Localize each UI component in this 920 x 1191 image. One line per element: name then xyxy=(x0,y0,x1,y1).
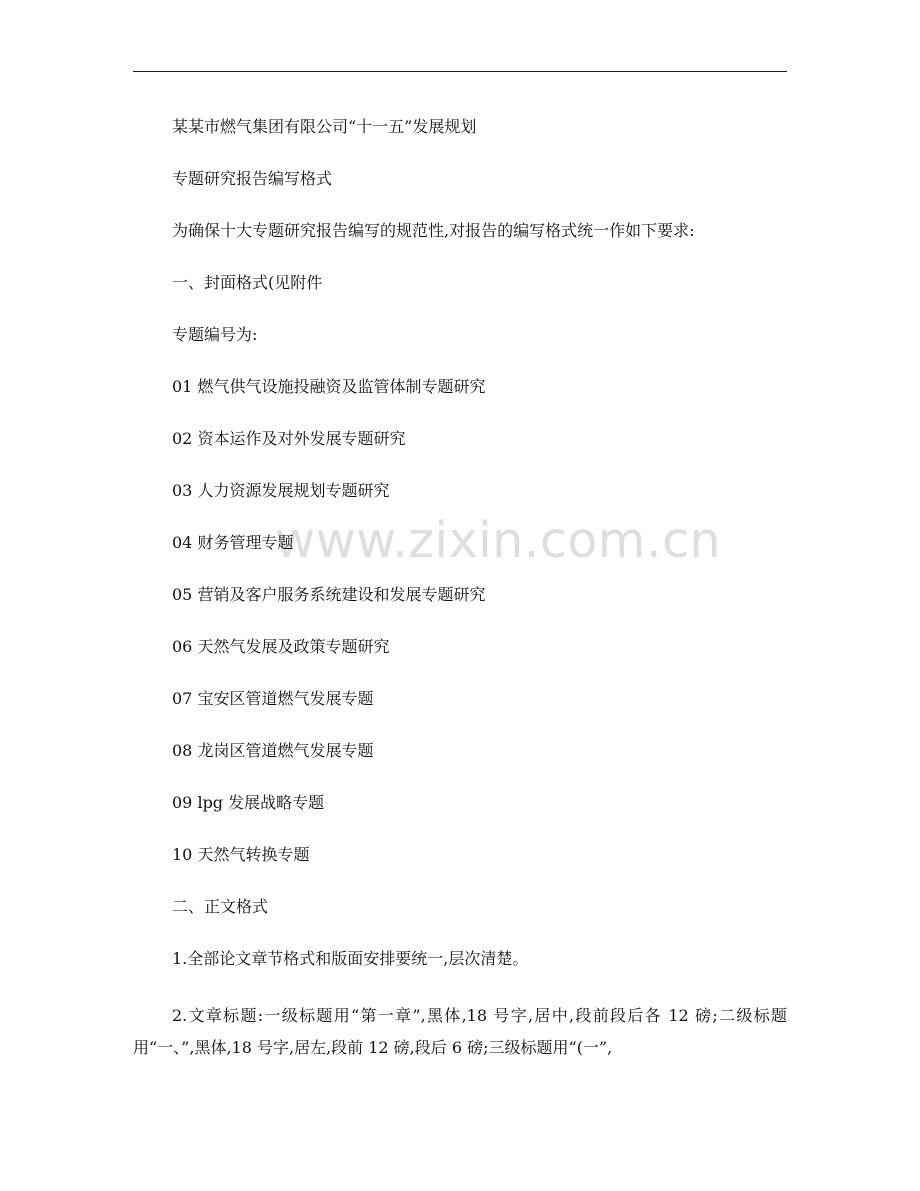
document-body xyxy=(133,116,787,1064)
topic-list-item: 05 营销及客户服务系统建设和发展专题研究 xyxy=(172,585,486,604)
intro-paragraph: 为确保十大专题研究报告编写的规范性,对报告的编写格式统一作如下要求: xyxy=(172,221,695,240)
watermark: www.zixin.com.cn xyxy=(275,512,722,569)
topic-list-item: 07 宝安区管道燃气发展专题 xyxy=(172,689,374,708)
topic-list-item: 02 资本运作及对外发展专题研究 xyxy=(172,429,406,448)
rule-paragraph-1: 1.全部论文章节格式和版面安排要统一,层次清楚。 xyxy=(172,949,529,968)
section-heading-body-format: 二、正文格式 xyxy=(172,897,269,916)
topic-list-item: 03 人力资源发展规划专题研究 xyxy=(172,481,390,500)
topic-list-item: 01 燃气供气设施投融资及监管体制专题研究 xyxy=(172,377,486,396)
header-rule xyxy=(133,71,787,72)
topic-list-item: 08 龙岗区管道燃气发展专题 xyxy=(172,741,374,760)
rule-paragraph-2: 2.文章标题:一级标题用“第一章”,黑体,18 号字,居中,段前段后各 12 磅;二级标题用“一、”,黑体,18 号字,居左,段前 12 磅,段后 6 磅;三级标题用“(一”, xyxy=(133,1006,787,1057)
topic-list-item: 09 lpg 发展战略专题 xyxy=(172,793,325,812)
topic-list-item: 10 天然气转换专题 xyxy=(172,845,310,864)
topic-number-label: 专题编号为: xyxy=(172,325,258,344)
document-title: 某某市燃气集团有限公司“十一五”发展规划 xyxy=(172,117,477,136)
topic-list-item: 04 财务管理专题 xyxy=(172,533,294,552)
section-heading-cover-format: 一、封面格式(见附件 xyxy=(172,273,323,292)
document-subtitle: 专题研究报告编写格式 xyxy=(172,169,333,188)
topic-list-item: 06 天然气发展及政策专题研究 xyxy=(172,637,390,656)
